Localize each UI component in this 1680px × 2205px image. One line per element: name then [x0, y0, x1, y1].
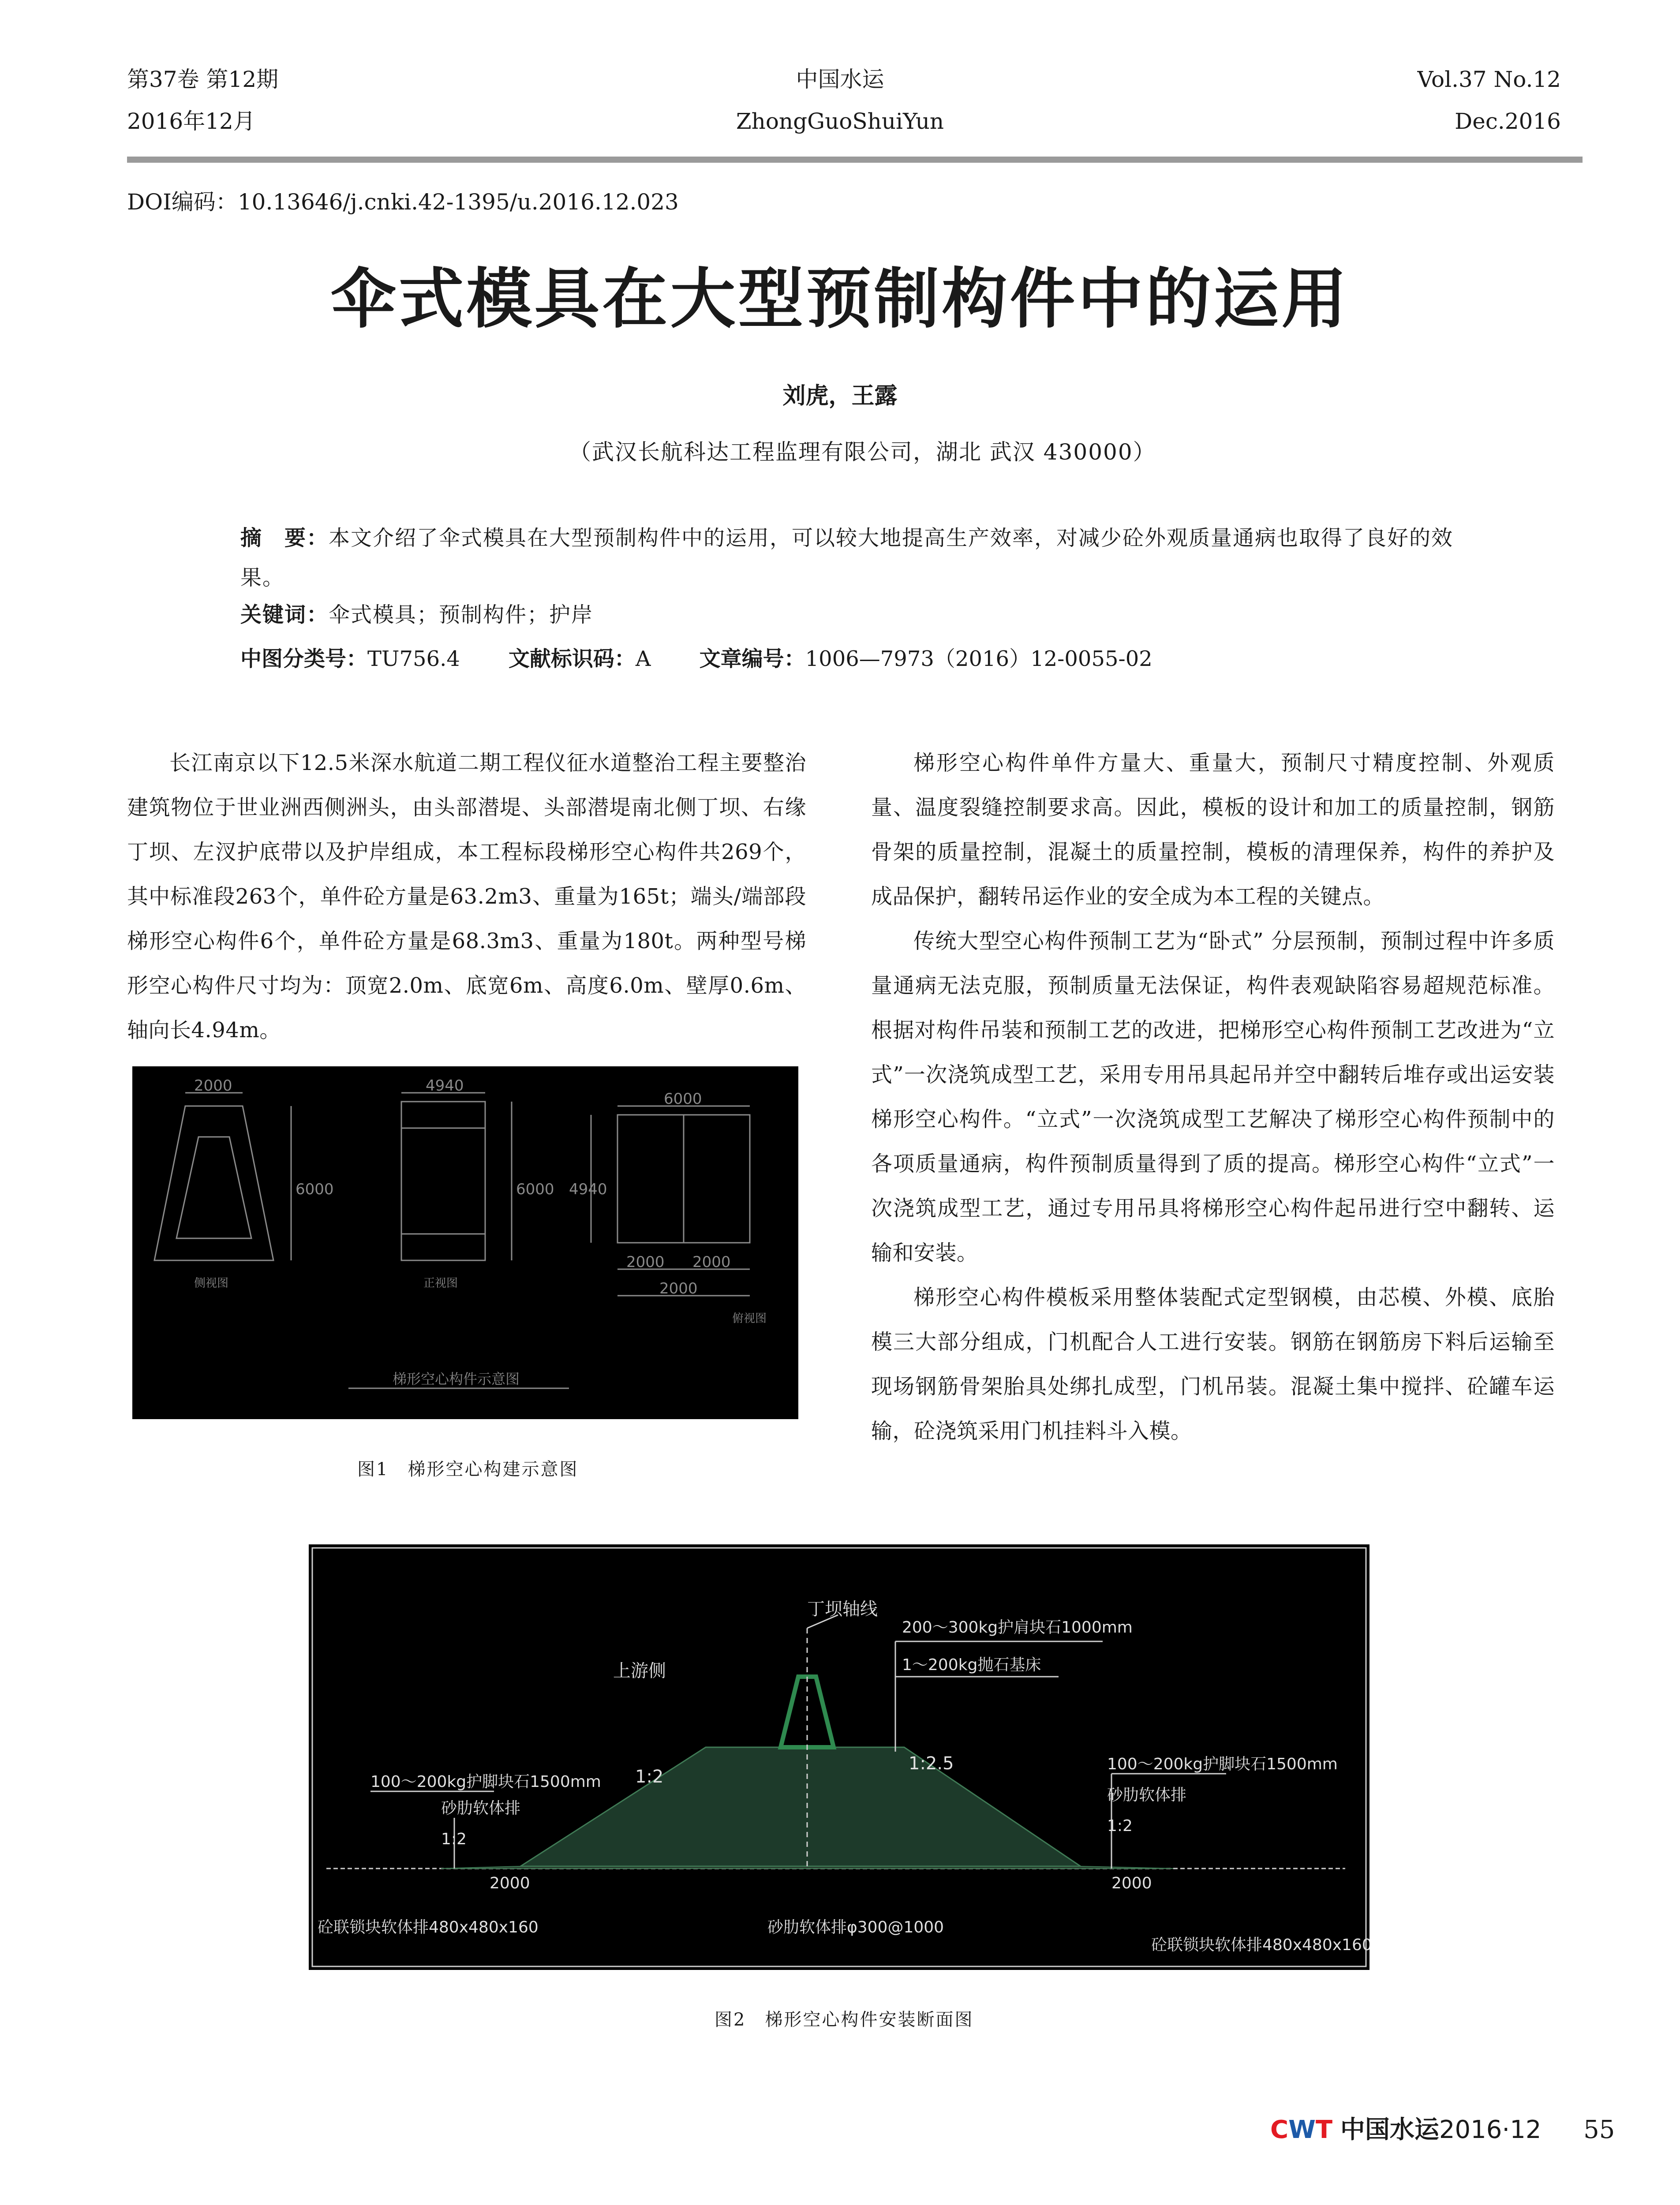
fig2-base-label: 1～200kg抛石基床	[902, 1656, 1041, 1674]
fig1-view-label: 侧视图	[194, 1277, 229, 1290]
keywords	[240, 598, 593, 628]
figure-1	[132, 1066, 798, 1419]
doc-value: A	[635, 647, 651, 671]
fig1-dim-label: 6000	[516, 1181, 554, 1198]
footer-issue: 2016·12	[1439, 2115, 1542, 2144]
body-right-column	[871, 741, 1555, 1454]
brand-logo: C	[1270, 2115, 1289, 2144]
fig1-dim-label: 4940	[569, 1181, 607, 1198]
header-date: 2016年12月	[127, 108, 255, 134]
fig1-dim-label: 6000	[296, 1181, 334, 1198]
page-number: 55	[1583, 2115, 1615, 2144]
footer-journal: 中国水运	[1340, 2115, 1439, 2144]
classification	[240, 642, 1152, 672]
fig1-dim-label: 2000	[194, 1077, 232, 1095]
abstract	[240, 518, 1489, 598]
fig1-view-label: 俯视图	[732, 1312, 767, 1325]
article-label: 文章编号：	[699, 647, 805, 671]
page-footer	[1270, 2110, 1615, 2145]
fig2-toe-left-label: 100～200kg护脚块石1500mm	[370, 1773, 601, 1791]
front-view-outline	[401, 1102, 485, 1260]
fig2-mat-right-label: 砼联锁块软体排480x480x160	[1151, 1936, 1369, 1954]
abstract-text: 本文介绍了伞式模具在大型预制构件中的运用，可以较大地提高生产效率，对减少砼外观质量通病也取得了良好的效果。	[240, 526, 1454, 590]
fig2-upstream-label: 上游侧	[613, 1661, 666, 1681]
paper-title: 伞式模具在大型预制构件中的运用	[330, 260, 1350, 337]
fig2-dim-left-label: 2000	[490, 1874, 530, 1892]
figure-1-drawing	[132, 1066, 798, 1419]
fig1-dim-label: 4940	[426, 1077, 464, 1095]
side-view-hollow	[176, 1137, 251, 1238]
fig2-dim-right-label: 2000	[1111, 1874, 1152, 1892]
keywords-label: 关键词：	[240, 602, 329, 627]
header-rule	[127, 157, 1583, 163]
header-volume-en: Vol.37 No.12	[1417, 67, 1561, 92]
fig1-footer-label: 梯形空心构件示意图	[393, 1371, 520, 1387]
body-paragraph: 长江南京以下12.5米深水航道二期工程仪征水道整治工程主要整治建筑物位于世业洲西侧洲头，由头部潜堤、头部潜堤南北侧丁坝、右缘丁坝、左汊护底带以及护岸组成，本工程标段梯形空心构件共269个，其中标准段263个，单件砼方量是63.2m3、重量为165t；端头/端部段梯形空心构件6个，单件砼方量是68.3m3、重量为180t。两种型号梯形空心构件尺寸均为：顶宽2.0m、底宽6m、高度6.0m、壁厚0.6m、轴向长4.94m。	[127, 751, 806, 1043]
body-paragraph: 梯形空心构件模板采用整体装配式定型钢模，由芯模、外模、底胎模三大部分组成，门机配合人工进行安装。钢筋在钢筋房下料后运输至现场钢筋骨架胎具处绑扎成型，门机吊装。混凝土集中搅拌、砼罐车运输，砼浇筑采用门机挂料斗入模。	[871, 1285, 1555, 1443]
brand-logo: W	[1288, 2115, 1316, 2144]
fig2-slope-left2-label: 1:2	[441, 1830, 467, 1848]
header-journal-pinyin: ZhongGuoShuiYun	[736, 108, 944, 134]
fig1-dim-label: 2000	[626, 1253, 665, 1271]
fig2-slope-label: 1:2	[635, 1767, 664, 1787]
fig2-sand-left-label: 砂肋软体排	[441, 1799, 521, 1817]
abstract-label: 摘 要：	[240, 526, 329, 550]
brand-logo: T	[1315, 2115, 1333, 2144]
fig2-toe-right-label: 100～200kg护脚块石1500mm	[1107, 1755, 1338, 1773]
header-volume: 第37卷 第12期	[127, 67, 279, 92]
figure-2-caption: 图2 梯形空心构件安装断面图	[715, 2010, 974, 2030]
fig2-mat-left-label: 砼联锁块软体排480x480x160	[318, 1918, 539, 1936]
keywords-text: 伞式模具；预制构件；护岸	[329, 602, 594, 627]
figure-1-caption: 图1 梯形空心构建示意图	[357, 1459, 579, 1480]
fig2-sand-right-label: 砂肋软体排	[1107, 1786, 1187, 1804]
header-journal: 中国水运	[796, 67, 884, 92]
clc-label: 中图分类号：	[240, 647, 368, 671]
figure-2	[309, 1544, 1369, 1970]
body-left-column	[127, 741, 806, 1053]
fig1-dim-label: 2000	[659, 1280, 698, 1297]
body-paragraph: 传统大型空心构件预制工艺为“卧式” 分层预制，预制过程中许多质量通病无法克服，预制质量无法保证，构件表观缺陷容易超规范标准。根据对构件吊装和预制工艺的改进，把梯形空心构件预制工艺改进为“立式”一次浇筑成型工艺，采用专用吊具起吊并空中翻转后堆存或出运安装梯形空心构件。“立式”一次浇筑成型工艺解决了梯形空心构件预制中的各项质量通病，构件预制质量得到了质的提高。梯形空心构件“立式”一次浇筑成型工艺，通过专用吊具将梯形空心构件起吊进行空中翻转、运输和安装。	[871, 929, 1555, 1265]
fig2-armor-top-label: 200～300kg护肩块石1000mm	[902, 1618, 1133, 1637]
header-date-en: Dec.2016	[1455, 108, 1561, 134]
doi: DOI编码：10.13646/j.cnki.42-1395/u.2016.12.023	[127, 189, 679, 215]
doc-label: 文献标识码：	[508, 647, 636, 671]
fig1-dim-label: 6000	[664, 1090, 702, 1108]
fig2-axis-label: 丁坝轴线	[807, 1599, 878, 1619]
article-value: 1006—7973（2016）12-0055-02	[805, 647, 1152, 671]
authors: 刘虎，王露	[782, 383, 898, 409]
embankment-section	[520, 1747, 1081, 1866]
fig1-view-label: 正视图	[423, 1277, 458, 1290]
fig2-slope-right2-label: 1:2	[1107, 1817, 1133, 1835]
fig2-slope-label: 1:2.5	[909, 1753, 954, 1774]
fig1-dim-label: 2000	[692, 1253, 731, 1271]
fig2-mat-center-label: 砂肋软体排φ300@1000	[767, 1918, 944, 1936]
figure-2-drawing	[309, 1544, 1369, 1970]
body-paragraph: 梯形空心构件单件方量大、重量大，预制尺寸精度控制、外观质量、温度裂缝控制要求高。因此，模板的设计和加工的质量控制，钢筋骨架的质量控制，混凝土的质量控制，模板的清理保养，构件的养护及成品保护，翻转吊运作业的安全成为本工程的关键点。	[871, 751, 1555, 909]
affiliation: （武汉长航科达工程监理有限公司，湖北 武汉 430000）	[569, 439, 1156, 465]
side-view-outline	[154, 1106, 273, 1260]
clc-value: TU756.4	[367, 647, 460, 671]
